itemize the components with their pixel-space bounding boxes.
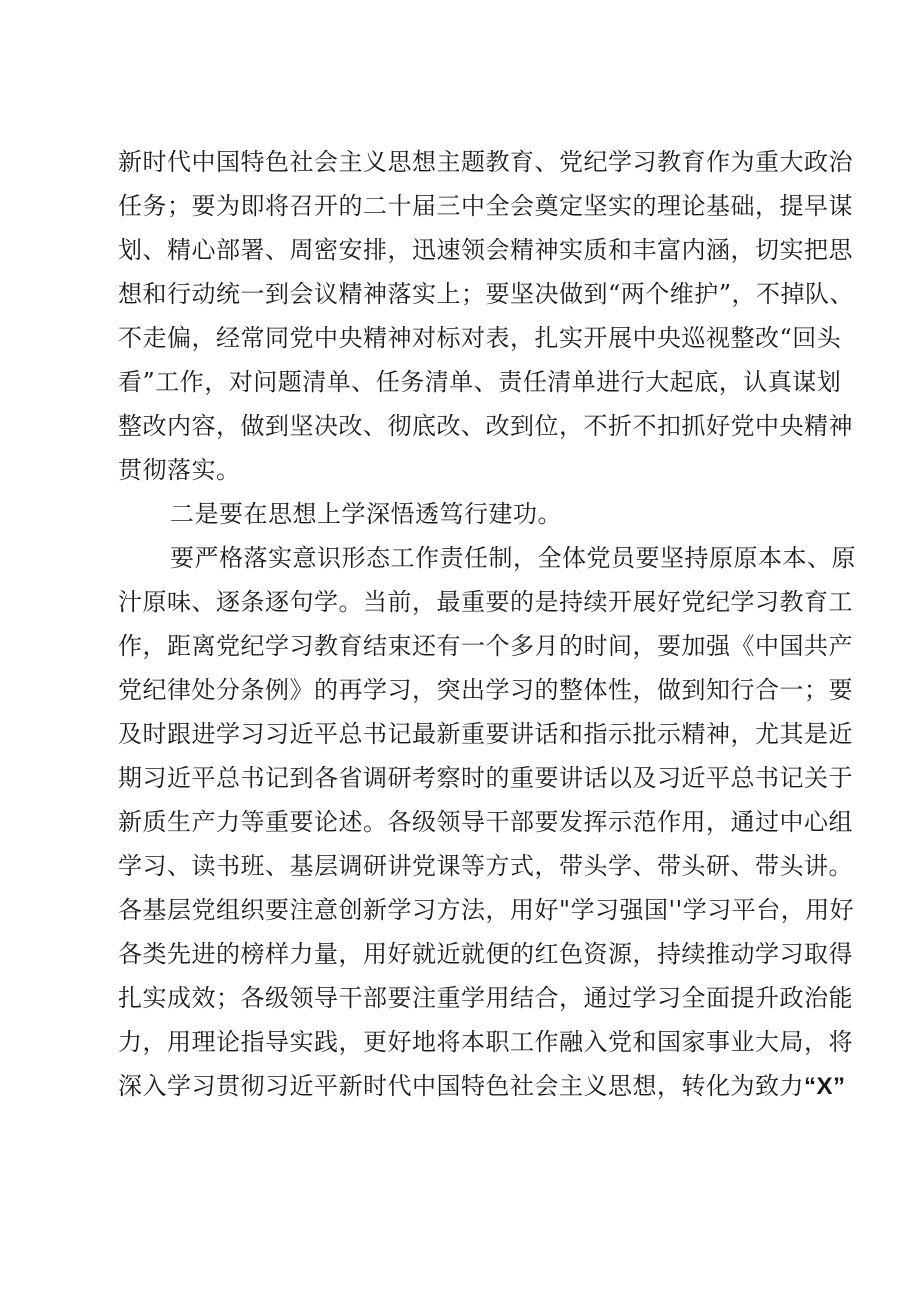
text-segment: 深入学习贯彻习近平新时代中国特色社会主义思想，转化为致力 [118,1072,804,1100]
paragraph-1 [118,140,855,492]
text-line: 党纪律处分条例》的再学习，突出学习的整体性，做到知行合一；要 [118,676,853,704]
text-line: 各类先进的榜样力量，用好就近就便的红色资源，持续推动学习取得 [118,940,853,968]
text-line: 各基层党组织要注意创新学习方法，用好"学习强国''学习平台，用好 [118,896,855,924]
text-line: 学习、读书班、基层调研讲党课等方式，带头学、带头研、带头讲。 [118,852,853,880]
text-line: 看”工作，对问题清单、任务清单、责任清单进行大起底，认真谋划 [118,368,842,396]
text-line: 期习近平总书记到各省调研考察时的重要讲话以及习近平总书记关于 [118,764,853,792]
text-line: 贯彻落实。 [118,456,241,484]
quoted-mark: “X” [804,1073,846,1100]
text-line: 整改内容，做到坚决改、彻底改、改到位，不折不扣抓好党中央精神 [118,412,853,440]
paragraph-2 [118,536,856,1108]
text-line: 扎实成效；各级领导干部要注重学用结合，通过学习全面提升政治能 [118,984,853,1012]
text-line: 新时代中国特色社会主义思想主题教育、党纪学习教育作为重大政治 [118,148,853,176]
text-line: 及时跟进学习习近平总书记最新重要讲话和指示批示精神，尤其是近 [118,720,853,748]
text-line: 划、精心部署、周密安排，迅速领会精神实质和丰富内涵，切实把思 [118,236,853,264]
text-line: 作，距离党纪学习教育结束还有一个多月的时间，要加强《中国共产 [118,632,853,660]
text-line: 力，用理论指导实践，更好地将本职工作融入党和国家事业大局，将 [118,1028,853,1056]
text-line [118,1064,846,1108]
text-line: 要严格落实意识形态工作责任制，全体党员要坚持原原本本、原 [170,544,856,572]
text-line: 想和行动统一到会议精神落实上；要坚决做到“两个维护”，不掉队、 [118,280,855,308]
text-line: 汁原味、逐条逐句学。当前，最重要的是持续开展好党纪学习教育工 [118,588,853,616]
text-line: 不走偏，经常同党中央精神对标对表，扎实开展中央巡视整改“回头 [118,324,842,352]
section-heading: 二是要在思想上学深悟透笃行建功。 [170,500,562,528]
text-line: 新质生产力等重要论述。各级领导干部要发挥示范作用，通过中心组 [118,808,853,836]
text-line: 任务；要为即将召开的二十届三中全会奠定坚实的理论基础，提早谋 [118,192,853,220]
document-body [118,140,856,1108]
